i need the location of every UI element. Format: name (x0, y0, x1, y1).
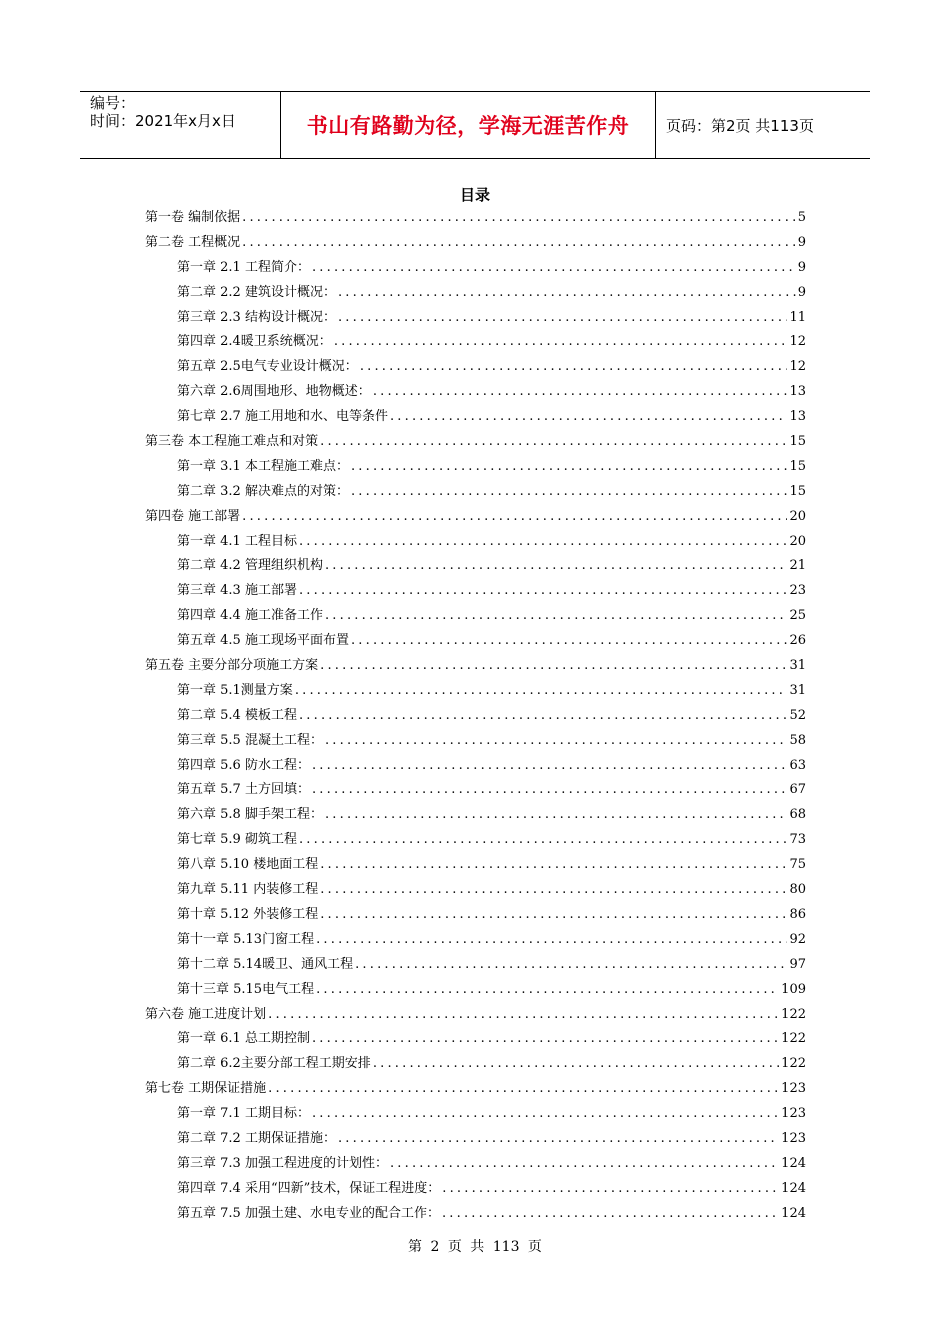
toc-entry-label: 第六卷 施工进度计划 (145, 1006, 267, 1022)
toc-leader-dots (295, 679, 788, 704)
toc-entry-page: 58 (789, 732, 806, 748)
toc-entry-page: 124 (781, 1205, 806, 1221)
toc-entry-label: 第七章 5.9 砌筑工程 (177, 832, 297, 848)
toc-entry[interactable] (145, 1202, 806, 1227)
toc-entry-page: 73 (789, 832, 806, 848)
document-number-label: 编号： (90, 94, 136, 112)
toc-entry-page: 12 (789, 359, 806, 375)
toc-entry-label: 第五章 4.5 施工现场平面布置 (177, 633, 349, 649)
toc-entry[interactable] (145, 579, 806, 604)
toc-leader-dots (390, 1152, 779, 1177)
toc-entry-page: 80 (789, 882, 806, 898)
toc-leader-dots (312, 1102, 779, 1127)
toc-entry-page: 15 (789, 434, 806, 450)
toc-entry-label: 第十一章 5.13门窗工程 (177, 931, 315, 947)
toc-entry[interactable] (145, 928, 806, 953)
toc-entry-label: 第十二章 5.14暖卫、通风工程 (177, 956, 354, 972)
toc-leader-dots (360, 355, 788, 380)
toc-entry[interactable] (145, 978, 806, 1003)
header-meta (80, 92, 280, 158)
toc-entry[interactable] (145, 430, 806, 455)
toc-leader-dots (442, 1177, 779, 1202)
document-date: 时间：2021年x月x日 (90, 112, 236, 130)
toc-entry-label: 第二章 3.2 解决难点的对策： (177, 483, 349, 499)
toc-entry-page: 31 (789, 682, 806, 698)
toc-entry-page: 67 (789, 782, 806, 798)
toc-leader-dots (299, 530, 788, 555)
toc-entry-label: 第一章 5.1测量方案 (177, 682, 293, 698)
toc-leader-dots (242, 505, 787, 530)
toc-entry[interactable] (145, 231, 806, 256)
toc-entry-label: 第五卷 主要分部分项施工方案 (145, 658, 319, 674)
toc-entry[interactable] (145, 953, 806, 978)
toc-leader-dots (320, 878, 787, 903)
toc-entry-label: 第五章 2.5电气专业设计概况： (177, 359, 358, 375)
toc-leader-dots (338, 1127, 779, 1152)
toc-entry[interactable] (145, 778, 806, 803)
toc-entry[interactable] (145, 355, 806, 380)
toc-entry-label: 第一卷 编制依据 (145, 210, 241, 225)
toc-entry-page: 92 (789, 931, 806, 947)
toc-entry[interactable] (145, 878, 806, 903)
toc-entry[interactable] (145, 455, 806, 480)
toc-entry-page: 23 (789, 583, 806, 599)
toc-entry-page: 25 (789, 608, 806, 624)
toc-entry-page: 20 (789, 533, 806, 549)
toc-entry-page: 68 (789, 807, 806, 823)
toc-entry-label: 第一章 3.1 本工程施工难点： (177, 458, 349, 474)
toc-entry-label: 第一章 2.1 工程简介： (177, 259, 310, 275)
toc-entry-page: 122 (781, 1056, 806, 1072)
toc-leader-dots (442, 1202, 779, 1227)
toc-entry[interactable] (145, 903, 806, 928)
toc-leader-dots (299, 704, 788, 729)
toc-leader-dots (351, 480, 788, 505)
toc-entry-page: 124 (781, 1155, 806, 1171)
toc-leader-dots (316, 928, 787, 953)
toc-entry-label: 第二章 2.2 建筑设计概况： (177, 284, 336, 300)
toc-entry-page: 75 (789, 857, 806, 873)
toc-entry-page: 123 (781, 1081, 806, 1097)
toc-leader-dots (268, 1077, 779, 1102)
toc-leader-dots (299, 579, 788, 604)
toc-leader-dots (242, 206, 796, 231)
toc-entry-label: 第十章 5.12 外装修工程 (177, 906, 319, 922)
toc-entry[interactable] (145, 704, 806, 729)
toc-entry-label: 第一章 4.1 工程目标 (177, 533, 297, 549)
toc-entry-label: 第二章 6.2主要分部工程工期安排 (177, 1056, 371, 1072)
toc-leader-dots (268, 1003, 779, 1028)
toc-entry-page: 21 (789, 558, 806, 574)
toc-entry[interactable] (145, 1127, 806, 1152)
toc-entry[interactable] (145, 1027, 806, 1052)
toc-entry[interactable] (145, 1003, 806, 1028)
toc-leader-dots (312, 754, 788, 779)
toc-entry[interactable] (145, 803, 806, 828)
toc-entry[interactable] (145, 1077, 806, 1102)
toc-leader-dots (299, 828, 788, 853)
toc-entry[interactable] (145, 256, 806, 281)
toc-leader-dots (338, 281, 796, 306)
toc-entry-page: 20 (789, 508, 806, 524)
toc-leader-dots (320, 654, 787, 679)
toc-entry[interactable] (145, 1102, 806, 1127)
toc-entry-page: 122 (781, 1031, 806, 1047)
toc-entry-page: 9 (797, 284, 806, 300)
toc-leader-dots (334, 330, 788, 355)
page-footer: 第 2 页 共 113 页 (408, 1239, 542, 1255)
toc-entry[interactable] (145, 679, 806, 704)
toc-entry-label: 第七卷 工期保证措施 (145, 1081, 267, 1097)
toc-entry[interactable] (145, 1052, 806, 1077)
toc-leader-dots (351, 455, 788, 480)
toc-leader-dots (325, 729, 788, 754)
toc-entry[interactable] (145, 380, 806, 405)
toc-entry-page: 97 (789, 956, 806, 972)
toc-leader-dots (320, 903, 787, 928)
toc-entry[interactable] (145, 505, 806, 530)
toc-entry-page: 63 (789, 757, 806, 773)
toc-entry-label: 第九章 5.11 内装修工程 (177, 882, 319, 898)
toc-entry[interactable] (145, 729, 806, 754)
toc-entry-label: 第六章 5.8 脚手架工程： (177, 807, 323, 823)
toc-leader-dots (351, 629, 788, 654)
toc-entry-label: 第三章 7.3 加强工程进度的计划性： (177, 1155, 388, 1171)
toc-entry-page: 26 (789, 633, 806, 649)
toc-leader-dots (325, 803, 788, 828)
toc-entry-label: 第十三章 5.15电气工程 (177, 981, 315, 997)
toc-entry[interactable] (145, 654, 806, 679)
toc-leader-dots (320, 430, 787, 455)
toc-entry[interactable] (145, 1177, 806, 1202)
toc-entry[interactable] (145, 604, 806, 629)
page-header (80, 91, 870, 159)
toc-entry-page: 9 (797, 259, 806, 275)
toc-entry-page: 109 (781, 981, 806, 997)
toc-entry[interactable] (145, 629, 806, 654)
toc-entry[interactable] (145, 530, 806, 555)
toc-entry-label: 第六章 2.6周围地形、地物概述： (177, 384, 371, 400)
toc-entry[interactable] (145, 828, 806, 853)
toc-entry-label: 第二章 7.2 工期保证措施： (177, 1130, 336, 1146)
toc-entry-label: 第二卷 工程概况 (145, 234, 241, 250)
toc-entry[interactable] (145, 1152, 806, 1177)
toc-entry-label: 第七章 2.7 施工用地和水、电等条件 (177, 409, 388, 425)
toc-entry-label: 第四章 2.4暖卫系统概况： (177, 334, 332, 350)
toc-entry[interactable] (145, 554, 806, 579)
toc-entry-page: 52 (789, 707, 806, 723)
toc-entry-page: 124 (781, 1180, 806, 1196)
table-of-contents (145, 206, 806, 1227)
toc-entry-page: 5 (797, 210, 806, 225)
toc-entry[interactable] (145, 754, 806, 779)
toc-entry-label: 第三卷 本工程施工难点和对策 (145, 434, 319, 450)
toc-entry-label: 第四章 7.4 采用“四新”技术，保证工程进度： (177, 1180, 441, 1196)
toc-entry-label: 第二章 5.4 模板工程 (177, 707, 297, 723)
toc-entry-page: 15 (789, 458, 806, 474)
toc-leader-dots (325, 554, 788, 579)
toc-leader-dots (390, 405, 788, 430)
toc-entry-page: 11 (789, 309, 806, 325)
toc-leader-dots (325, 604, 788, 629)
toc-entry-page: 123 (781, 1106, 806, 1122)
toc-entry-label: 第二章 4.2 管理组织机构 (177, 558, 323, 574)
toc-entry-page: 123 (781, 1130, 806, 1146)
toc-entry[interactable] (145, 853, 806, 878)
toc-entry-page: 13 (789, 409, 806, 425)
toc-entry-label: 第五章 7.5 加强土建、水电专业的配合工作： (177, 1205, 440, 1221)
toc-entry[interactable] (145, 330, 806, 355)
toc-entry-label: 第八章 5.10 楼地面工程 (177, 857, 319, 873)
toc-entry-page: 86 (789, 906, 806, 922)
toc-entry[interactable] (145, 281, 806, 306)
toc-entry-page: 12 (789, 334, 806, 350)
toc-entry[interactable] (145, 405, 806, 430)
toc-leader-dots (316, 978, 779, 1003)
toc-entry[interactable] (145, 480, 806, 505)
toc-entry-label: 第三章 2.3 结构设计概况： (177, 309, 336, 325)
toc-title: 目录 (459, 186, 490, 204)
toc-entry-label: 第四卷 施工部署 (145, 508, 241, 524)
toc-leader-dots (373, 380, 788, 405)
toc-entry-page: 15 (789, 483, 806, 499)
toc-leader-dots (373, 1052, 779, 1077)
toc-entry-label: 第三章 5.5 混凝土工程： (177, 732, 323, 748)
toc-entry[interactable] (145, 206, 806, 231)
toc-leader-dots (242, 231, 796, 256)
toc-entry-page: 31 (789, 658, 806, 674)
toc-leader-dots (320, 853, 787, 878)
toc-leader-dots (312, 256, 796, 281)
toc-entry-label: 第一章 7.1 工期目标： (177, 1106, 310, 1122)
toc-leader-dots (355, 953, 787, 978)
toc-entry-label: 第四章 5.6 防水工程： (177, 757, 310, 773)
toc-entry-label: 第三章 4.3 施工部署 (177, 583, 297, 599)
toc-entry-label: 第五章 5.7 土方回填： (177, 782, 310, 798)
toc-leader-dots (312, 1027, 779, 1052)
toc-entry-label: 第四章 4.4 施工准备工作 (177, 608, 323, 624)
toc-entry-label: 第一章 6.1 总工期控制 (177, 1031, 310, 1047)
header-motto: 书山有路勤为径，学海无涯苦作舟 (280, 92, 656, 158)
toc-leader-dots (338, 306, 788, 331)
toc-entry-page: 122 (781, 1006, 806, 1022)
toc-entry-page: 13 (789, 384, 806, 400)
toc-entry[interactable] (145, 306, 806, 331)
toc-entry-page: 9 (797, 234, 806, 250)
header-page-info: 页码：第2页 共113页 (666, 116, 814, 135)
toc-leader-dots (312, 778, 788, 803)
